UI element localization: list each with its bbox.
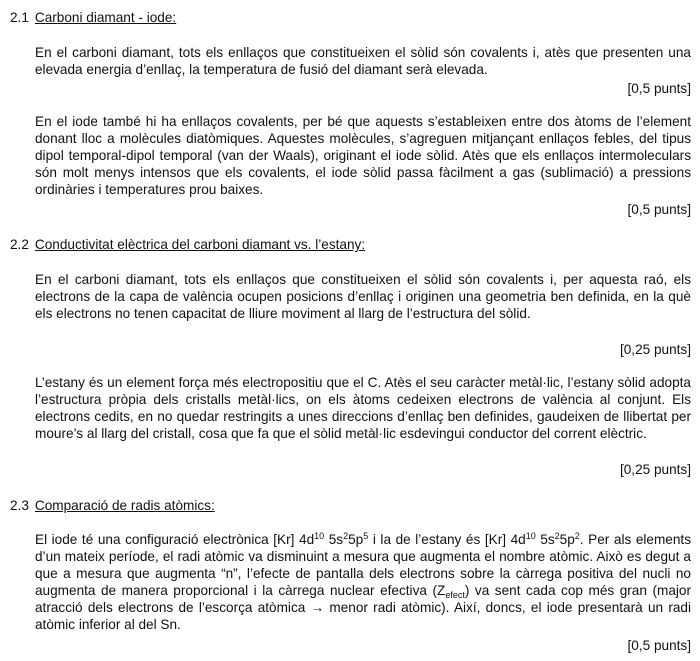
score-label: [0,5 punts]: [627, 81, 691, 96]
section-title: Conductivitat elèctrica del carboni diamant vs. l’estany:: [34, 237, 366, 252]
section-number: 2.1: [10, 10, 29, 25]
score-label: [0,5 punts]: [627, 202, 691, 217]
section-title: Carboni diamant - iode:: [34, 10, 177, 25]
score-label: [0,25 punts]: [619, 462, 691, 477]
paragraph-tin-conductivity: L’estany és un element força més electropositiu que el C. Atès el seu caràcter metàl·lic, l’estany sòlid adopta l’estructura pròpia dels cristalls metàl·lics, on els àtoms cedeixen electrons de valència al conjunt. Els electrons cedits, en no quedar restringits a unes direccions d’enllaç ben definides, gaudeixen de llibertat per moure’s al llarg del cristall, cosa que fa que el sòlid metàl·lic esdevingui conductor del corrent elèctric.: [35, 375, 691, 441]
score-label: [0,5 punts]: [627, 638, 691, 653]
section-title: Comparació de radis atòmics:: [34, 498, 215, 513]
paragraph-atomic-radii: El iode té una configuració electrònica [Kr] $4d^{10}$ $5s^25p^5$ i la de l’estany és [Kr] $4d^{10}$ $5s^25p^2$. Per als elements d’un mateix període, el radi atòmic va disminuint a mesura que augmenta el nombre atòmic. Això es degut a que a mesura que augmenta “n”, l’efecte de pantalla dels electrons sobre la càrrega positiva del nucli no augmenta de manera proporcional i la càrrega nuclear efectiva $(Z_{efect})$ va sent cada cop més gran (major atracció dels electrons de l’escorça atòmica → menor radi atòmic). Així, doncs, el iode presentarà un radi atòmic inferior al del Sn.: [35, 531, 691, 632]
section-number: 2.3: [10, 498, 29, 513]
section-heading-2-3: [10, 497, 215, 514]
paragraph-iodine-sublimation: En el iode també hi ha enllaços covalents, per bé que aquests s’estableixen entre dos àtoms de l’element donant lloc a molècules diatòmiques. Aquestes molècules, s’agreguen mitjançant enllaços febles, del tipus dipol temporal-dipol temporal (van der Waals), originant el iode sòlid. Atès que els enllaços intermoleculars són molt menys intensos que els covalents, el iode sòlid passa fàcilment a gas (sublimació) a pressions ordinàries i temperatures prou baixes.: [35, 114, 691, 197]
score-label: [0,25 punts]: [619, 342, 691, 357]
paragraph-diamond-melting: En el carboni diamant, tots els enllaços que constitueixen el sòlid són covalents i, atès que presenten una elevada energia d’enllaç, la temperatura de fusió del diamant serà elevada.: [35, 45, 691, 77]
section-number: 2.2: [10, 237, 29, 252]
section-heading-2-1: [10, 9, 176, 26]
section-heading-2-2: [10, 236, 365, 253]
paragraph-diamond-conductivity: En el carboni diamant, tots els enllaços que constitueixen el sòlid són covalents i, per aquesta raó, els electrons de la capa de valència ocupen posicions d’enllaç i originen una geometria ben definida, en la què els electrons no tenen capacitat de lliure moviment al llarg de l’estructura del sòlid.: [35, 272, 691, 321]
